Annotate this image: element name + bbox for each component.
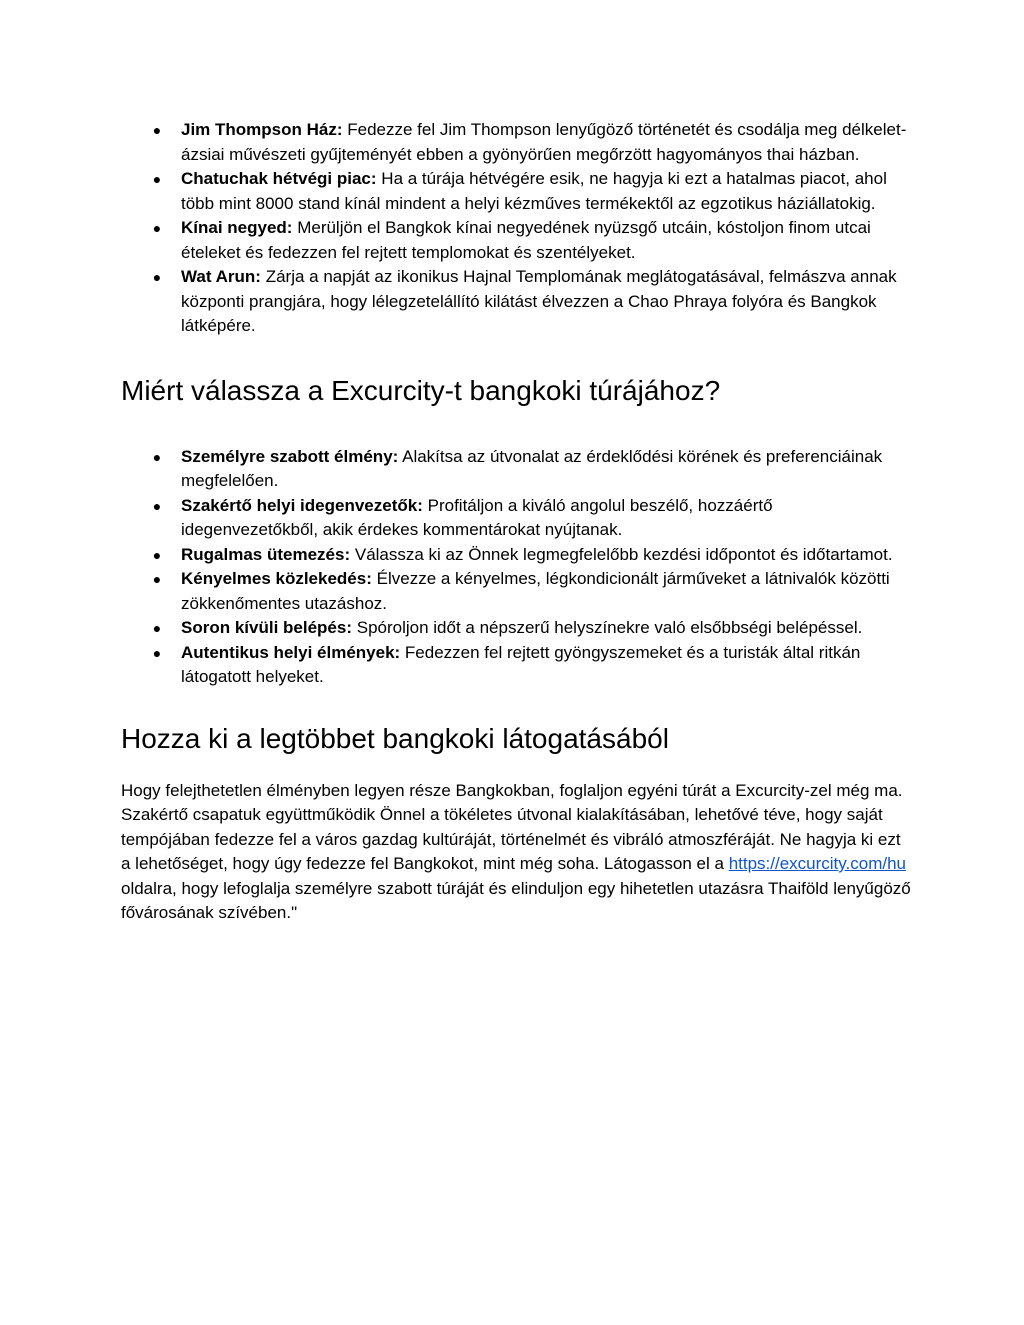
list-item-text: Merüljön el Bangkok kínai negyedének nyüzsgő utcáin, kóstoljon finom utcai ételeket és fedezzen fel rejtett templomokat és szentélyeket.: [181, 218, 871, 262]
list-item-term: Szakértő helyi idegenvezetők:: [181, 495, 423, 515]
list-item-text: Alakítsa az útvonalat az érdeklődési körének és preferenciáinak megfelelően.: [181, 446, 883, 490]
list-item: [121, 641, 911, 690]
list-item: [121, 494, 911, 543]
why-heading: Miért válassza a Excurcity-t bangkoki túrájához?: [121, 374, 721, 406]
list-item-term: Wat Arun:: [181, 267, 261, 286]
list-item-term: Személyre szabott élmény:: [181, 446, 399, 466]
list-item: [121, 543, 911, 568]
list-item-text: Fedezzen fel rejtett gyöngyszemeket és a turisták által ritkán látogatott helyeket.: [181, 642, 861, 686]
list-item-text: Profitáljon a kiváló angolul beszélő, hozzáértő idegenvezetőkből, akik érdekes kommentárokat nyújtanak.: [181, 495, 773, 539]
closing-text-before-link: Hogy felejthetetlen élményben legyen része Bangkokban, foglaljon egyéni túrát a Excurcity-zel még ma. Szakértő csapatuk együttműködik Önnel a tökéletes útvonal kialakításában, lehetővé téve, hogy saját tempójában fedezze fel a város gazdag kultúráját, történelmét és vibráló atmoszféráját. Ne hagyja ki ezt a lehetőséget, hogy úgy fedezze fel Bangkokot, mint még soha. Látogasson el a: [121, 780, 903, 873]
reasons-list: [121, 445, 911, 690]
list-item-text: Élvezze a kényelmes, légkondicionált járműveket a látnivalók közötti zökkenőmentes utazáshoz.: [181, 569, 890, 613]
bullet-icon: ●: [152, 269, 162, 285]
list-item-term: Soron kívüli belépés:: [181, 618, 352, 637]
bullet-icon: ●: [152, 546, 162, 563]
list-item: [121, 216, 911, 265]
closing-text-after-link: oldalra, hogy lefoglalja személyre szabott túráját és elinduljon egy hihetetlen utazásra Thaiföld lenyűgöző fővárosának szívében.": [121, 878, 911, 922]
list-item-term: Autentikus helyi élmények:: [181, 642, 401, 662]
list-item-term: Kényelmes közlekedés:: [181, 569, 372, 588]
list-item-term: Rugalmas ütemezés:: [181, 544, 351, 564]
list-item-term: Kínai negyed:: [181, 218, 293, 237]
bullet-icon: ●: [152, 571, 162, 587]
bullet-icon: ●: [152, 644, 162, 661]
list-item: [121, 445, 911, 494]
list-item: [121, 567, 911, 616]
bullet-icon: ●: [152, 448, 162, 465]
bullet-icon: ●: [152, 220, 162, 236]
list-item: [121, 167, 911, 216]
list-item-text: Spóroljon időt a népszerű helyszínekre való elsőbbségi belépéssel.: [356, 618, 863, 637]
list-item: [121, 265, 911, 339]
list-item-term: Chatuchak hétvégi piac:: [181, 169, 377, 188]
list-item-text: Válassza ki az Önnek legmegfelelőbb kezdési időpontot és időtartamot.: [354, 544, 893, 564]
document-content: [121, 118, 911, 926]
list-item-text: Ha a túrája hétvégére esik, ne hagyja ki ezt a hatalmas piacot, ahol több mint 8000 stand kínál mindent a helyi kézműves termékektől az egzotikus háziállatokig.: [181, 169, 887, 213]
closing-paragraph: [121, 779, 911, 926]
list-item: [121, 616, 911, 641]
bullet-icon: ●: [152, 497, 162, 514]
excurcity-link[interactable]: https://excurcity.com/hu: [728, 854, 906, 873]
bullet-icon: ●: [152, 171, 162, 187]
attractions-list: [121, 118, 911, 339]
bullet-icon: ●: [152, 122, 162, 138]
list-item-term: Jim Thompson Ház:: [181, 120, 343, 139]
list-item: [121, 118, 911, 167]
list-item-text: Fedezze fel Jim Thompson lenyűgöző történetét és csodálja meg délkelet-ázsiai művészeti gyűjteményét ebben a gyönyörűen megőrzött hagyományos thai házban.: [181, 120, 907, 164]
bullet-icon: ●: [152, 620, 162, 636]
list-item-text: Zárja a napját az ikonikus Hajnal Templomának meglátogatásával, felmászva annak központi prangjára, hogy lélegzetelállító kilátást élvezzen a Chao Phraya folyóra és Bangkok látképére.: [181, 267, 897, 335]
most-heading: Hozza ki a legtöbbet bangkoki látogatásából: [121, 722, 669, 754]
